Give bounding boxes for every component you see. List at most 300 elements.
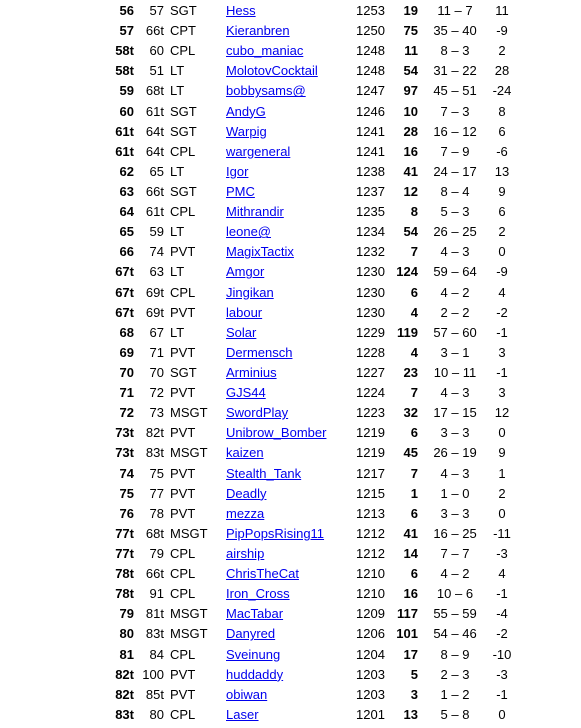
win-loss-record-cell: 26 – 19 (433, 445, 477, 461)
win-loss-record-cell: 7 – 9 (440, 143, 470, 159)
rating-cell: 1235 (356, 204, 385, 220)
table-row (0, 262, 581, 282)
rating-change-cell: 12 (494, 405, 510, 421)
previous-rank-cell: 59 (149, 224, 164, 240)
rating-cell: 1229 (356, 324, 385, 340)
rating-cell: 1212 (356, 545, 385, 561)
rank-cell: 61t (115, 143, 134, 159)
win-loss-record-cell: 35 – 40 (433, 23, 477, 39)
grade-cell: LT (170, 224, 185, 240)
rank-cell: 67t (115, 284, 134, 300)
table-row (0, 504, 581, 524)
table-row (0, 61, 581, 81)
rating-change-cell: 0 (498, 244, 506, 260)
games-played-cell: 41 (403, 163, 418, 179)
rating-cell: 1246 (356, 103, 385, 119)
games-played-cell: 11 (404, 43, 418, 59)
win-loss-record-cell: 3 – 1 (440, 344, 470, 360)
table-row (0, 343, 581, 363)
games-played-cell: 19 (403, 3, 418, 18)
grade-cell: CPL (170, 204, 196, 220)
previous-rank-cell: 66t (145, 566, 164, 582)
rating-cell: 1219 (356, 425, 385, 441)
player-name-link[interactable]: Iron_Cross (226, 586, 290, 602)
previous-rank-cell: 61t (145, 103, 164, 119)
grade-cell: PVT (170, 244, 196, 260)
win-loss-record-cell: 57 – 60 (433, 324, 477, 340)
rating-cell: 1219 (356, 445, 385, 461)
previous-rank-cell: 79 (149, 545, 164, 561)
player-name-link[interactable]: PipPopsRising11 (226, 525, 325, 541)
rating-change-cell: 6 (498, 123, 506, 139)
grade-cell: LT (170, 63, 185, 79)
rank-cell: 57 (119, 23, 134, 39)
player-name-link[interactable]: Laser (226, 706, 259, 722)
games-played-cell: 101 (396, 626, 418, 642)
rank-cell: 64 (119, 204, 134, 220)
table-row (0, 1, 581, 21)
grade-cell: SGT (170, 3, 197, 18)
rating-change-cell: -11 (493, 525, 511, 541)
rank-cell: 82t (115, 666, 134, 682)
previous-rank-cell: 84 (149, 646, 164, 662)
player-name-link[interactable]: Danyred (226, 626, 276, 642)
grade-cell: PVT (170, 344, 196, 360)
rating-cell: 1212 (356, 525, 385, 541)
table-row (0, 283, 581, 303)
previous-rank-cell: 69t (145, 284, 164, 300)
rating-change-cell: 0 (498, 505, 506, 521)
table-row (0, 443, 581, 463)
rating-change-cell: 2 (498, 43, 506, 59)
previous-rank-cell: 78 (149, 505, 164, 521)
rating-cell: 1224 (356, 385, 385, 401)
rating-cell: 1234 (356, 224, 385, 240)
player-name-link[interactable]: MolotovCocktail (226, 63, 318, 79)
rating-change-cell: -4 (496, 606, 508, 622)
games-played-cell: 16 (403, 586, 418, 602)
rank-cell: 68 (119, 324, 134, 340)
previous-rank-cell: 83t (145, 626, 164, 642)
rank-cell: 66 (119, 244, 134, 260)
previous-rank-cell: 72 (149, 385, 164, 401)
games-played-cell: 117 (397, 606, 418, 622)
rating-cell: 1203 (356, 686, 385, 702)
rank-cell: 75 (119, 485, 134, 501)
rating-cell: 1210 (356, 586, 385, 602)
games-played-cell: 6 (410, 505, 418, 521)
previous-rank-cell: 75 (149, 465, 164, 481)
rank-cell: 74 (119, 465, 134, 481)
rating-change-cell: 2 (498, 224, 506, 240)
games-played-cell: 54 (403, 224, 418, 240)
rating-cell: 1213 (356, 505, 385, 521)
rating-cell: 1230 (356, 284, 385, 300)
rank-cell: 77t (115, 545, 134, 561)
previous-rank-cell: 82t (145, 425, 164, 441)
grade-cell: MSGT (170, 606, 208, 622)
win-loss-record-cell: 16 – 25 (433, 525, 477, 541)
games-played-cell: 14 (403, 545, 418, 561)
games-played-cell: 6 (410, 425, 418, 441)
grade-cell: SGT (170, 364, 197, 380)
rank-cell: 70 (119, 364, 134, 380)
grade-cell: CPL (170, 706, 196, 722)
grade-cell: CPL (170, 586, 196, 602)
ladder-table (0, 1, 581, 725)
rating-cell: 1223 (356, 405, 385, 421)
rank-cell: 78t (115, 586, 134, 602)
win-loss-record-cell: 16 – 12 (433, 123, 477, 139)
grade-cell: LT (170, 83, 185, 99)
grade-cell: SGT (170, 123, 197, 139)
win-loss-record-cell: 8 – 9 (440, 646, 470, 662)
rating-change-cell: -1 (496, 586, 508, 602)
rating-cell: 1217 (356, 465, 385, 481)
rating-change-cell: -10 (492, 646, 512, 662)
player-name-link[interactable]: Hess (226, 3, 256, 18)
rating-change-cell: 6 (498, 204, 506, 220)
grade-cell: LT (170, 324, 185, 340)
player-name-link[interactable]: Dermensch (226, 344, 293, 360)
rating-change-cell: 0 (498, 425, 506, 441)
table-row (0, 383, 581, 403)
previous-rank-cell: 73 (149, 405, 164, 421)
rating-cell: 1210 (356, 566, 385, 582)
table-row (0, 624, 581, 644)
table-row (0, 665, 581, 685)
player-name-link[interactable]: Igor (226, 163, 249, 179)
rank-cell: 65 (119, 224, 134, 240)
grade-cell: SGT (170, 183, 197, 199)
rating-cell: 1250 (356, 23, 385, 39)
player-name-link[interactable]: PMC (226, 183, 255, 199)
games-played-cell: 7 (410, 465, 418, 481)
win-loss-record-cell: 10 – 6 (436, 586, 474, 602)
table-row (0, 81, 581, 101)
grade-cell: LT (170, 163, 185, 179)
rating-change-cell: -9 (496, 23, 508, 39)
rank-cell: 73t (115, 425, 134, 441)
rank-cell: 58t (115, 63, 134, 79)
previous-rank-cell: 100 (142, 666, 164, 682)
rating-cell: 1241 (356, 123, 385, 139)
grade-cell: MSGT (170, 405, 208, 421)
grade-cell: CPL (170, 545, 196, 561)
table-row (0, 544, 581, 564)
rating-change-cell: -3 (496, 666, 508, 682)
games-played-cell: 6 (410, 284, 418, 300)
rank-cell: 67t (115, 264, 134, 280)
previous-rank-cell: 63 (149, 264, 164, 280)
previous-rank-cell: 68t (145, 83, 164, 99)
rating-change-cell: 3 (498, 344, 506, 360)
previous-rank-cell: 61t (145, 204, 164, 220)
rank-cell: 79 (119, 606, 134, 622)
grade-cell: CPL (170, 284, 196, 300)
grade-cell: CPT (170, 23, 196, 39)
player-name-link[interactable]: huddaddy (226, 666, 284, 682)
table-row (0, 484, 581, 504)
previous-rank-cell: 66t (145, 23, 164, 39)
games-played-cell: 16 (403, 143, 418, 159)
previous-rank-cell: 65 (149, 163, 164, 179)
player-name-link[interactable]: mezza (226, 505, 265, 521)
table-row (0, 363, 581, 383)
rank-cell: 82t (115, 686, 134, 702)
win-loss-record-cell: 4 – 3 (440, 244, 470, 260)
table-row (0, 464, 581, 484)
rating-cell: 1230 (356, 264, 385, 280)
rating-cell: 1238 (356, 163, 385, 179)
grade-cell: MSGT (170, 626, 208, 642)
games-played-cell: 13 (403, 706, 418, 722)
rating-change-cell: 11 (495, 3, 509, 18)
rank-cell: 69 (119, 344, 134, 360)
rating-cell: 1248 (356, 43, 385, 59)
win-loss-record-cell: 17 – 15 (433, 405, 477, 421)
rating-cell: 1237 (356, 183, 385, 199)
rating-change-cell: 4 (498, 284, 506, 300)
player-name-link[interactable]: cubo_maniac (226, 43, 304, 59)
rank-cell: 72 (119, 405, 134, 421)
rating-cell: 1209 (356, 606, 385, 622)
player-name-link[interactable]: kaizen (226, 445, 264, 461)
rank-cell: 59 (119, 83, 134, 99)
win-loss-record-cell: 4 – 3 (440, 465, 470, 481)
previous-rank-cell: 64t (145, 123, 164, 139)
grade-cell: CPL (170, 646, 196, 662)
rating-cell: 1247 (356, 83, 385, 99)
rating-cell: 1201 (356, 706, 385, 722)
rank-cell: 63 (119, 183, 134, 199)
rank-cell: 73t (115, 445, 134, 461)
table-row (0, 182, 581, 202)
games-played-cell: 7 (410, 385, 418, 401)
player-name-link[interactable]: airship (226, 545, 265, 561)
games-played-cell: 1 (410, 485, 418, 501)
rating-change-cell: 4 (498, 566, 506, 582)
player-name-link[interactable]: Kieranbren (226, 23, 290, 39)
games-played-cell: 41 (403, 525, 418, 541)
games-played-cell: 12 (403, 183, 418, 199)
player-name-link[interactable]: MacTabar (226, 606, 284, 622)
player-name-link[interactable]: AndyG (226, 103, 266, 119)
grade-cell: LT (170, 264, 185, 280)
rating-change-cell: 8 (498, 103, 506, 119)
games-played-cell: 3 (410, 686, 418, 702)
win-loss-record-cell: 7 – 3 (440, 103, 470, 119)
previous-rank-cell: 69t (145, 304, 164, 320)
table-row (0, 584, 581, 604)
player-name-link[interactable]: Stealth_Tank (226, 465, 302, 481)
previous-rank-cell: 57 (149, 3, 164, 18)
rank-cell: 78t (115, 566, 134, 582)
table-row (0, 524, 581, 544)
rating-cell: 1230 (356, 304, 385, 320)
win-loss-record-cell: 4 – 2 (440, 284, 470, 300)
games-played-cell: 75 (403, 23, 418, 39)
win-loss-record-cell: 45 – 51 (433, 83, 477, 99)
rating-cell: 1206 (356, 626, 385, 642)
grade-cell: CPL (170, 566, 196, 582)
games-played-cell: 23 (403, 364, 418, 380)
previous-rank-cell: 60 (149, 43, 164, 59)
win-loss-record-cell: 3 – 3 (440, 505, 470, 521)
previous-rank-cell: 68t (145, 525, 164, 541)
games-played-cell: 28 (403, 123, 418, 139)
table-row (0, 162, 581, 182)
win-loss-record-cell: 24 – 17 (433, 163, 477, 179)
previous-rank-cell: 80 (149, 706, 164, 722)
player-name-link[interactable]: Unibrow_Bomber (226, 425, 327, 441)
previous-rank-cell: 70 (149, 364, 164, 380)
grade-cell: PVT (170, 485, 196, 501)
grade-cell: PVT (170, 425, 196, 441)
win-loss-record-cell: 7 – 7 (440, 545, 470, 561)
games-played-cell: 8 (410, 204, 418, 220)
win-loss-record-cell: 2 – 2 (440, 304, 470, 320)
win-loss-record-cell: 10 – 11 (433, 364, 477, 380)
grade-cell: PVT (170, 666, 196, 682)
table-row (0, 21, 581, 41)
rating-change-cell: 9 (498, 445, 506, 461)
table-row (0, 604, 581, 624)
win-loss-record-cell: 11 – 7 (437, 3, 473, 18)
previous-rank-cell: 51 (149, 63, 164, 79)
rating-cell: 1248 (356, 63, 385, 79)
rating-change-cell: -1 (496, 686, 508, 702)
games-played-cell: 97 (403, 83, 418, 99)
games-played-cell: 6 (410, 566, 418, 582)
table-row (0, 303, 581, 323)
player-name-link[interactable]: Jingikan (226, 284, 274, 300)
games-played-cell: 4 (410, 304, 418, 320)
player-name-link[interactable]: GJS44 (226, 385, 266, 401)
grade-cell: PVT (170, 505, 196, 521)
table-row (0, 423, 581, 443)
rank-cell: 58t (115, 43, 134, 59)
rating-change-cell: -6 (496, 143, 508, 159)
rating-change-cell: 9 (498, 183, 506, 199)
player-name-link[interactable]: obiwan (226, 686, 268, 702)
win-loss-record-cell: 55 – 59 (433, 606, 477, 622)
player-name-link[interactable]: MagixTactix (226, 244, 294, 260)
player-name-link[interactable]: Solar (226, 324, 257, 340)
rank-cell: 61t (115, 123, 134, 139)
previous-rank-cell: 85t (145, 686, 164, 702)
rank-cell: 81 (119, 646, 134, 662)
table-row (0, 645, 581, 665)
previous-rank-cell: 64t (145, 143, 164, 159)
rating-change-cell: 0 (498, 706, 506, 722)
player-name-link[interactable]: Mithrandir (226, 204, 284, 220)
table-row (0, 705, 581, 725)
rating-change-cell: -3 (496, 545, 508, 561)
games-played-cell: 32 (403, 405, 418, 421)
games-played-cell: 5 (410, 666, 418, 682)
table-row (0, 202, 581, 222)
rating-cell: 1228 (356, 344, 385, 360)
previous-rank-cell: 83t (145, 445, 164, 461)
win-loss-record-cell: 4 – 3 (440, 385, 470, 401)
rating-cell: 1253 (356, 3, 385, 18)
win-loss-record-cell: 5 – 8 (440, 706, 470, 722)
player-name-link[interactable]: ChrisTheCat (226, 566, 299, 582)
win-loss-record-cell: 59 – 64 (433, 264, 477, 280)
rating-cell: 1203 (356, 666, 385, 682)
table-row (0, 242, 581, 262)
win-loss-record-cell: 31 – 22 (433, 63, 477, 79)
previous-rank-cell: 91 (149, 586, 164, 602)
win-loss-record-cell: 26 – 25 (433, 224, 477, 240)
rating-change-cell: -2 (496, 626, 508, 642)
rating-cell: 1204 (356, 646, 385, 662)
player-name-link[interactable]: leone@ (226, 224, 272, 240)
table-row (0, 564, 581, 584)
rating-change-cell: -24 (492, 83, 512, 99)
rank-cell: 77t (115, 525, 134, 541)
table-row (0, 142, 581, 162)
rating-change-cell: 28 (494, 63, 510, 79)
player-name-link[interactable]: Sveinung (226, 646, 281, 662)
win-loss-record-cell: 8 – 3 (440, 43, 470, 59)
player-name-link[interactable]: Deadly (226, 485, 267, 501)
rank-cell: 67t (115, 304, 134, 320)
player-name-link[interactable]: bobbysams@ (226, 83, 306, 99)
rank-cell: 56 (119, 3, 134, 18)
rank-cell: 71 (119, 385, 134, 401)
rating-change-cell: 2 (498, 485, 506, 501)
games-played-cell: 54 (403, 63, 418, 79)
player-name-link[interactable]: Amgor (226, 264, 265, 280)
rating-change-cell: -1 (496, 364, 508, 380)
table-row (0, 122, 581, 142)
player-name-link[interactable]: wargeneral (226, 143, 291, 159)
rank-cell: 76 (119, 505, 134, 521)
games-played-cell: 4 (410, 344, 418, 360)
games-played-cell: 124 (396, 264, 418, 280)
win-loss-record-cell: 2 – 3 (440, 666, 470, 682)
rating-cell: 1215 (356, 485, 385, 501)
grade-cell: MSGT (170, 525, 208, 541)
previous-rank-cell: 81t (145, 606, 164, 622)
table-row (0, 41, 581, 61)
grade-cell: PVT (170, 686, 196, 702)
games-played-cell: 119 (397, 324, 418, 340)
rating-change-cell: -1 (496, 324, 508, 340)
rank-cell: 83t (115, 706, 134, 722)
win-loss-record-cell: 5 – 3 (440, 204, 470, 220)
table-row (0, 323, 581, 343)
win-loss-record-cell: 54 – 46 (433, 626, 477, 642)
table-row (0, 222, 581, 242)
rank-cell: 62 (119, 163, 134, 179)
games-played-cell: 45 (403, 445, 418, 461)
grade-cell: PVT (170, 385, 196, 401)
grade-cell: MSGT (170, 445, 208, 461)
player-name-link[interactable]: labour (226, 304, 263, 320)
rank-cell: 60 (119, 103, 134, 119)
player-name-link[interactable]: Arminius (226, 364, 277, 380)
previous-rank-cell: 66t (145, 183, 164, 199)
win-loss-record-cell: 3 – 3 (440, 425, 470, 441)
grade-cell: CPL (170, 143, 196, 159)
grade-cell: PVT (170, 304, 196, 320)
win-loss-record-cell: 1 – 0 (440, 485, 470, 501)
player-name-link[interactable]: SwordPlay (226, 405, 289, 421)
player-name-link[interactable]: Warpig (226, 123, 267, 139)
